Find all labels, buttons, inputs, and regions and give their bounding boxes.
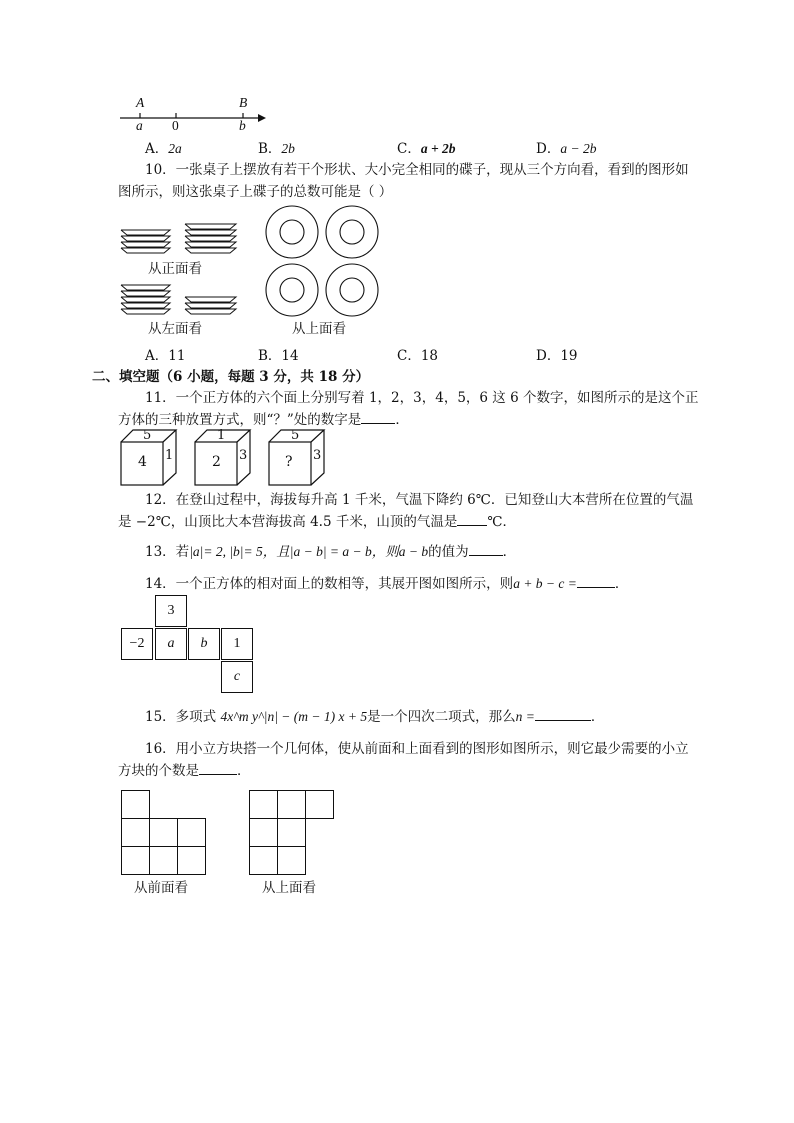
caption-left-view: 从左面看 [148,321,202,337]
cube-1-front: 4 [138,454,147,470]
q9-option-a[interactable]: A．2a [145,141,182,157]
cube-2-side: 3 [239,448,248,463]
grid-square [277,818,306,847]
net-cell-one: 1 [221,628,253,660]
q15-answer-blank[interactable] [535,706,591,721]
tick-label-a: a [136,118,143,133]
q10-option-a[interactable]: A．11 [145,348,186,364]
q11-text-line1: 11．一个正方体的六个面上分别写着 1，2，3，4，5，6 这 6 个数字，如图所示的是这个正 [145,390,699,406]
q9-option-b[interactable]: B．2b [258,141,295,157]
q10-option-c[interactable]: C．18 [397,348,439,364]
grid-square [249,790,278,819]
section-heading-fill-blank: 二、填空题（6 小题，每题 3 分，共 18 分） [92,369,370,385]
net-cell-top: 3 [155,595,187,627]
q16-text-line2: 方块的个数是 ． [118,760,251,782]
plates-front-view [118,222,243,262]
q15-polynomial: 4x^m y^|n| − (m − 1) x + 5 [220,709,368,724]
grid-square [149,846,178,875]
cube-2-front: 2 [212,454,221,470]
net-cell-a: a [155,628,187,660]
q11-text-line2: 方体的三种放置方式，则“？”处的数字是 ． [118,409,409,431]
q12-answer-blank[interactable] [457,511,487,526]
q13-text: 13．若|a|= 2, |b|= 5，且|a − b| = a − b，则a − b的值为 ． [145,541,516,563]
cube-2-top: 1 [217,428,226,443]
grid-square [177,818,206,847]
q13-answer-blank[interactable] [469,541,503,556]
caption-top-view: 从上面看 [292,321,346,337]
q10-option-b[interactable]: B．14 [258,348,299,364]
q11-answer-blank[interactable] [361,409,395,424]
net-cell-c: c [221,661,253,693]
q16-answer-blank[interactable] [199,760,237,775]
q10-option-d[interactable]: D．19 [536,348,578,364]
grid-square [249,818,278,847]
grid-square [149,818,178,847]
q10-text-line1: 10．一张桌子上摆放有若干个形状、大小完全相同的碟子，现从三个方向看，看到的图形如 [145,162,689,178]
grid-square [177,846,206,875]
plates-top-view [264,204,382,322]
q9-option-c[interactable]: C．a + 2b [397,141,456,157]
plates-left-view [118,283,243,323]
q15-text: 15．多项式 4x^m y^|n| − (m − 1) x + 5是一个四次二项式，那么n = ． [145,706,604,728]
net-cell-left: −2 [121,628,153,660]
cube-3-front-unknown: ? [285,454,293,470]
grid-square [277,846,306,875]
cube-1-top: 5 [143,428,152,443]
q14-text: 14．一个正方体的相对面上的数相等，其展开图如图所示，则a + b − c = ． [145,573,628,595]
grid-square [121,846,150,875]
caption-front-view: 从正面看 [148,261,202,277]
cube-3-top: 5 [291,428,300,443]
q12-text-line1: 12．在登山过程中，海拔每升高 1 千米，气温下降约 6℃．已知登山大本营所在位置的气温 [145,492,694,508]
grid-square [277,790,306,819]
caption-q16-top: 从上面看 [262,880,316,896]
net-cell-b: b [188,628,220,660]
point-label-A: A [136,95,145,110]
q12-text-line2: 是 −2℃，山顶比大本营海拔高 4.5 千米，山顶的气温是 ℃． [118,511,516,533]
cube-3-side: 3 [313,448,322,463]
q14-answer-blank[interactable] [577,573,615,588]
grid-square [121,790,150,819]
q16-text-line1: 16．用小立方块搭一个几何体，使从前面和上面看到的图形如图所示，则它最少需要的小立 [145,741,689,757]
tick-label-0: 0 [172,118,179,133]
caption-q16-front: 从前面看 [134,880,188,896]
grid-square [121,818,150,847]
q10-text-line2: 图所示，则这张桌子上碟子的总数可能是（ ） [118,184,393,200]
grid-square [305,790,334,819]
point-label-B: B [239,95,248,110]
cube-1-side: 1 [165,448,174,463]
q9-option-d[interactable]: D．a − 2b [536,141,597,157]
tick-label-b: b [239,118,246,133]
grid-square [249,846,278,875]
